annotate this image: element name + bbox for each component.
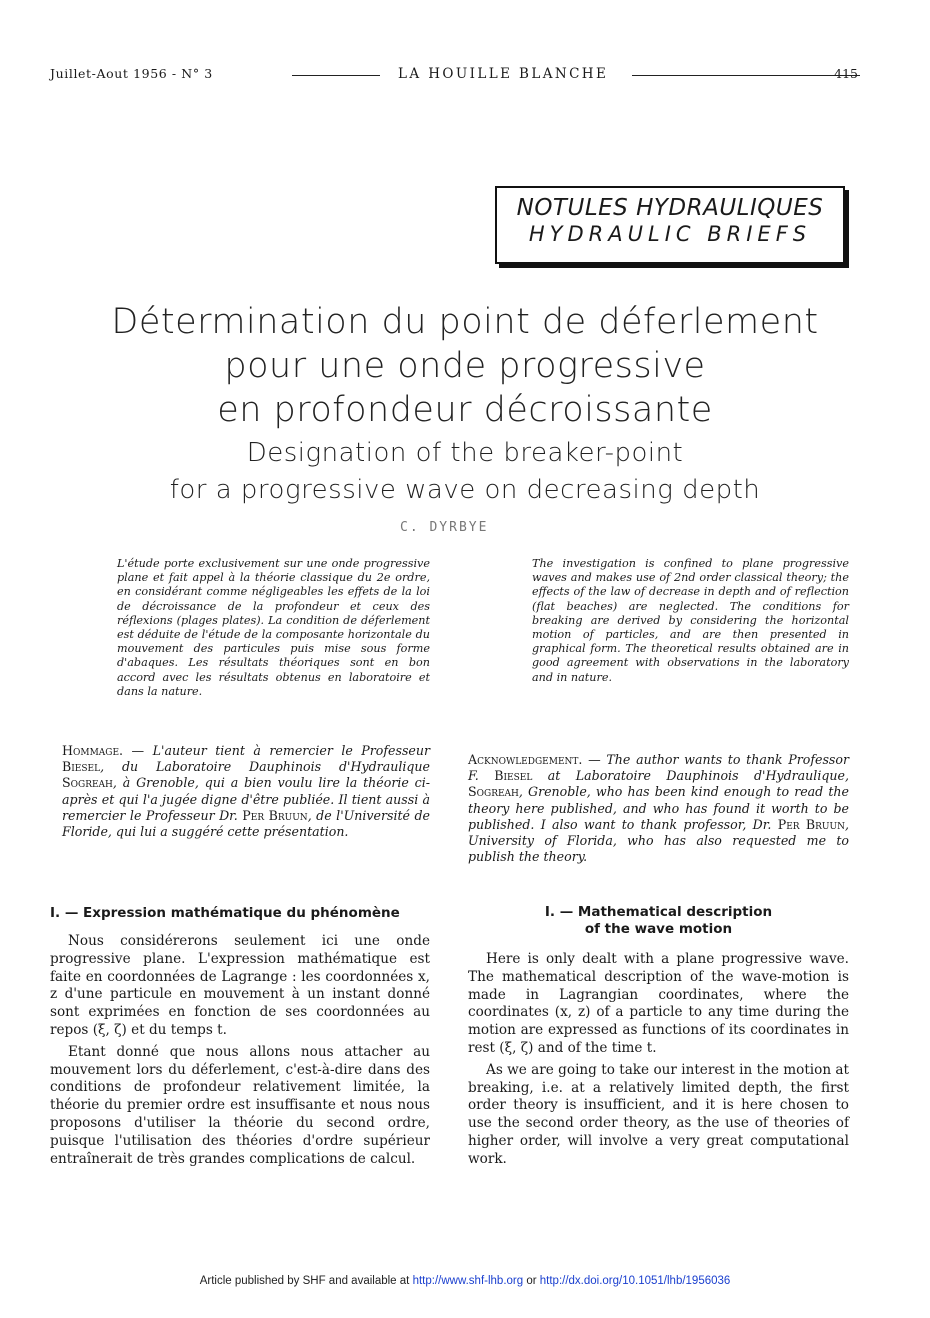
title-line-3: en profondeur décroissante bbox=[217, 390, 713, 430]
issue-info: Juillet-Aout 1956 - N° 3 bbox=[50, 66, 213, 81]
title-line-2: pour une onde progressive bbox=[224, 346, 706, 386]
journal-name: LA HOUILLE BLANCHE bbox=[398, 66, 609, 82]
paragraph: Nous considérerons seulement ici une onde progressive plane. L'expression mathématique est faite en coordonnées de Lagrange : les coordonnées x, z d'une particule en mouvement à un instant donné sont exprimées en fonction de ses coordonnées au repos (ξ, ζ) et du temps t. bbox=[50, 933, 430, 1038]
paragraph: As we are going to take our interest in the motion at breaking, i.e. at a relatively limited depth, the first order theory is insufficient, and it is here chosen to use the second order theory, as the use of theories of higher order, will involve a very great computational work. bbox=[468, 1061, 849, 1167]
doi-link[interactable]: http://dx.doi.org/10.1051/lhb/1956036 bbox=[539, 1275, 731, 1287]
publication-footer: Article published by SHF and available at http://www.shf-lhb.org or http://dx.doi.org/10.1051/lhb/1956036 bbox=[199, 1275, 731, 1287]
shf-link[interactable]: http://www.shf-lhb.org bbox=[412, 1275, 524, 1287]
header-rule-left bbox=[292, 75, 380, 76]
section-box-english: HYDRAULIC BRIEFS bbox=[528, 222, 812, 246]
header-rule-right bbox=[632, 75, 860, 76]
page-number: 415 bbox=[834, 66, 858, 81]
body-text-french bbox=[50, 933, 430, 1168]
title-line-1: Détermination du point de déferlement bbox=[111, 302, 819, 342]
paragraph: Here is only dealt with a plane progressive wave. The mathematical description of the wave-motion is made in Lagrangian coordinates, where the coordinates (x, z) of a particle to any time during the motion are expressed as functions of its coordinates in rest (ξ, ζ) and of the time t. bbox=[468, 951, 849, 1056]
running-header bbox=[50, 66, 858, 86]
paragraph: Etant donné que nous allons nous attacher au mouvement lors du déferlement, c'est-à-dire dans des conditions de profondeur relativement limitée, la théorie du premier ordre est insuffisante et nous nous proposons d'utiliser la théorie du second ordre, puisque l'utilisation des théories d'ordre supérieur entraînerait de très grandes complications de calcul. bbox=[50, 1043, 430, 1167]
section-box-french: NOTULES HYDRAULIQUES bbox=[516, 195, 824, 221]
article-title bbox=[0, 300, 930, 509]
section-box bbox=[495, 186, 845, 264]
acknowledgement-french: Hommage. — L'auteur tient à remercier le Professeur Biesel, du Laboratoire Dauphinois d'Hydraulique Sogreah, à Grenoble, qui a bien voulu lire la théorie ci-après et qui l'a jugée digne d'être publiée. Il tient aussi à remercier le Professeur Dr. Per Bruun, de l'Université de Floride, qui lui a suggéré cette présentation. bbox=[62, 743, 430, 840]
abstract-french: L'étude porte exclusivement sur une onde progressive plane et fait appel à la théorie classique du 2e ordre, en considérant comme négligeables les effets de la loi de décroissance de la profondeur et ceux des réflexions (plages plates). La condition de déferlement est déduite de l'étude de la composante horizontale du mouvement des particules puis mise sous forme d'abaques. Les résultats théoriques sont en bon accord avec les résultats obtenus en laboratoire et dans la nature. bbox=[117, 557, 430, 698]
section-heading-english-line-2: of the wave motion bbox=[584, 921, 733, 937]
section-heading-english bbox=[468, 904, 849, 938]
section-heading-french: I. — Expression mathématique du phénomène bbox=[50, 905, 400, 921]
author-signature: C. DYRBYE bbox=[400, 520, 489, 535]
body-text-english bbox=[468, 951, 849, 1169]
english-title-line-2: for a progressive wave on decreasing depth bbox=[169, 475, 761, 505]
section-heading-english-line-1: I. — Mathematical description bbox=[544, 904, 773, 920]
acknowledgement-english: Acknowledgement. — The author wants to thank Professor F. Biesel at Laboratoire Dauphinois d'Hydraulique, Sogreah, Grenoble, who has been kind enough to read the theory here published, and who has found it worth to be published. I also want to thank professor, Dr. Per Bruun, University of Florida, who has also requested me to publish the theory. bbox=[468, 752, 849, 865]
abstract-english: The investigation is confined to plane progressive waves and makes use of 2nd order classical theory; the effects of the law of decrease in depth and of reflection (flat beaches) are neglected. The conditions for breaking are derived by considering the horizontal motion of particles, and are then presented in graphical form. The theoretical results obtained are in good agreement with observations in the laboratory and in nature. bbox=[532, 557, 849, 684]
english-title-line-1: Designation of the breaker-point bbox=[246, 438, 684, 468]
